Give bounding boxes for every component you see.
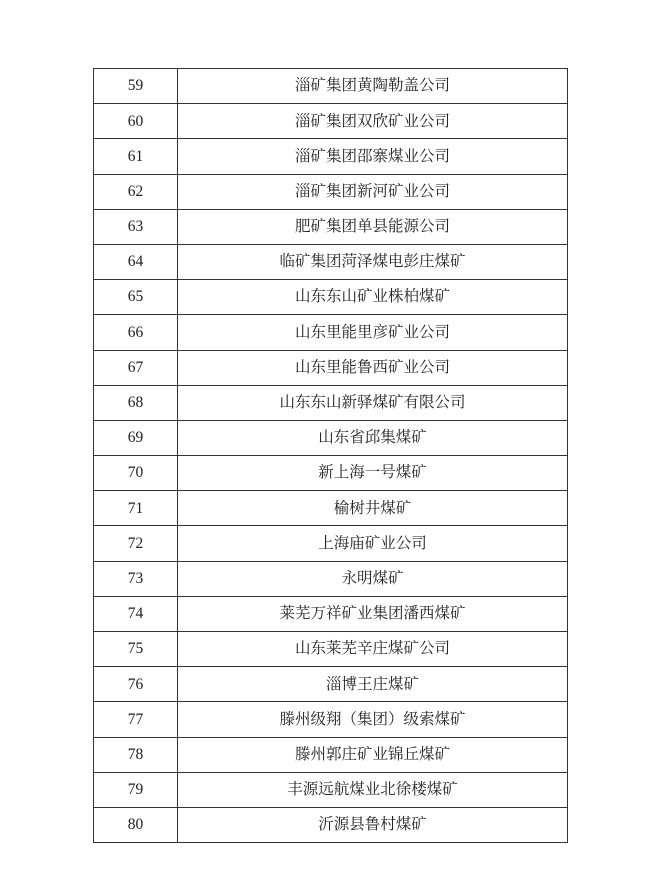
company-name-cell: 山东东山新驿煤矿有限公司 — [178, 385, 568, 420]
table-row — [94, 702, 568, 737]
company-name-cell: 淄矿集团邵寨煤业公司 — [178, 139, 568, 174]
table-row — [94, 350, 568, 385]
row-number-cell: 60 — [94, 104, 178, 139]
row-number-cell: 73 — [94, 561, 178, 596]
row-number-cell: 69 — [94, 420, 178, 455]
table-row — [94, 737, 568, 772]
company-name-cell: 永明煤矿 — [178, 561, 568, 596]
row-number-cell: 61 — [94, 139, 178, 174]
company-name-cell: 榆树井煤矿 — [178, 491, 568, 526]
row-number-cell: 78 — [94, 737, 178, 772]
company-name-cell: 肥矿集团单县能源公司 — [178, 209, 568, 244]
company-name-cell: 丰源远航煤业北徐楼煤矿 — [178, 772, 568, 807]
row-number-cell: 62 — [94, 174, 178, 209]
table-row — [94, 280, 568, 315]
table-row — [94, 315, 568, 350]
row-number-cell: 77 — [94, 702, 178, 737]
company-name-cell: 临矿集团菏泽煤电彭庄煤矿 — [178, 244, 568, 279]
row-number-cell: 71 — [94, 491, 178, 526]
company-name-cell: 淄矿集团新河矿业公司 — [178, 174, 568, 209]
company-name-cell: 上海庙矿业公司 — [178, 526, 568, 561]
company-name-cell: 淄矿集团双欣矿业公司 — [178, 104, 568, 139]
table-row — [94, 456, 568, 491]
row-number-cell: 76 — [94, 667, 178, 702]
table-body — [94, 69, 568, 843]
company-name-cell: 滕州郭庄矿业锦丘煤矿 — [178, 737, 568, 772]
row-number-cell: 66 — [94, 315, 178, 350]
table-row — [94, 772, 568, 807]
company-name-cell: 滕州级翔（集团）级索煤矿 — [178, 702, 568, 737]
table-row — [94, 209, 568, 244]
row-number-cell: 72 — [94, 526, 178, 561]
table-row — [94, 526, 568, 561]
table-row — [94, 561, 568, 596]
table-row — [94, 491, 568, 526]
row-number-cell: 74 — [94, 596, 178, 631]
company-name-cell: 莱芜万祥矿业集团潘西煤矿 — [178, 596, 568, 631]
row-number-cell: 67 — [94, 350, 178, 385]
table-row — [94, 667, 568, 702]
company-name-cell: 山东省邱集煤矿 — [178, 420, 568, 455]
table-row — [94, 174, 568, 209]
table-row — [94, 104, 568, 139]
coal-mine-table — [93, 68, 568, 843]
company-name-cell: 淄矿集团黄陶勒盖公司 — [178, 69, 568, 104]
company-name-cell: 山东东山矿业株柏煤矿 — [178, 280, 568, 315]
row-number-cell: 79 — [94, 772, 178, 807]
row-number-cell: 68 — [94, 385, 178, 420]
row-number-cell: 70 — [94, 456, 178, 491]
table-row — [94, 420, 568, 455]
row-number-cell: 75 — [94, 632, 178, 667]
row-number-cell: 63 — [94, 209, 178, 244]
company-name-cell: 沂源县鲁村煤矿 — [178, 807, 568, 842]
row-number-cell: 65 — [94, 280, 178, 315]
company-name-cell: 新上海一号煤矿 — [178, 456, 568, 491]
table-row — [94, 632, 568, 667]
row-number-cell: 80 — [94, 807, 178, 842]
table-row — [94, 596, 568, 631]
table-row — [94, 244, 568, 279]
row-number-cell: 64 — [94, 244, 178, 279]
company-name-cell: 淄博王庄煤矿 — [178, 667, 568, 702]
table-row — [94, 385, 568, 420]
row-number-cell: 59 — [94, 69, 178, 104]
company-name-cell: 山东莱芜辛庄煤矿公司 — [178, 632, 568, 667]
company-name-cell: 山东里能鲁西矿业公司 — [178, 350, 568, 385]
table-row — [94, 807, 568, 842]
table-row — [94, 69, 568, 104]
company-name-cell: 山东里能里彦矿业公司 — [178, 315, 568, 350]
table-row — [94, 139, 568, 174]
